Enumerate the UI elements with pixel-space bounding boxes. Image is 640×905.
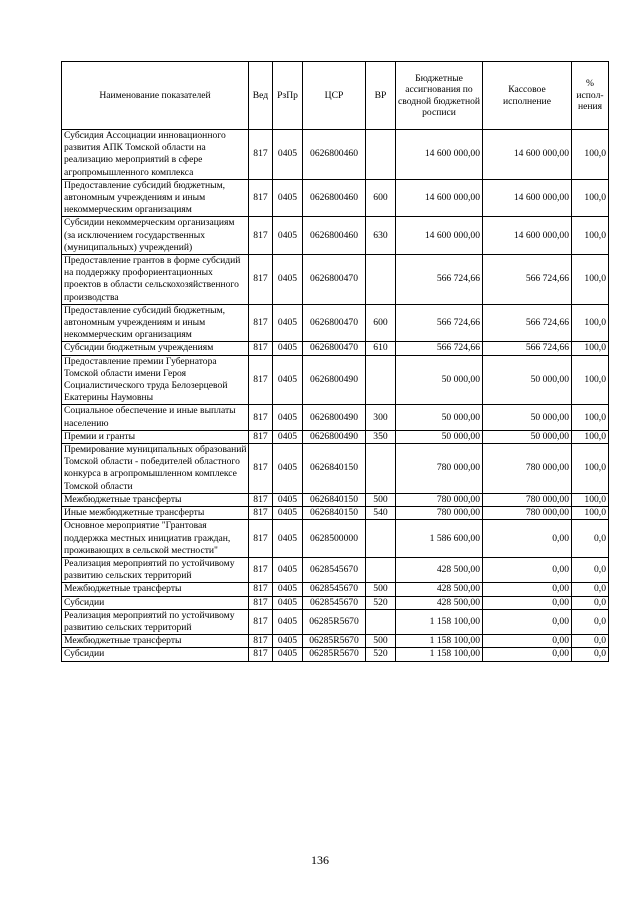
cell-budget: 50 000,00 (396, 405, 483, 430)
budget-execution-table (61, 61, 609, 662)
cell-csr: 0628500000 (303, 520, 366, 558)
cell-rzpr: 0405 (273, 596, 303, 609)
table-row (62, 355, 609, 405)
cell-rzpr: 0405 (273, 444, 303, 494)
table-row (62, 609, 609, 634)
cell-cash: 0,00 (483, 520, 572, 558)
cell-ved: 817 (249, 405, 273, 430)
cell-vr: 600 (366, 304, 396, 342)
cell-cash: 780 000,00 (483, 493, 572, 506)
cell-cash: 0,00 (483, 583, 572, 596)
cell-name: Премии и гранты (62, 430, 249, 443)
cell-budget: 1 158 100,00 (396, 635, 483, 648)
cell-cash: 780 000,00 (483, 444, 572, 494)
cell-ved: 817 (249, 583, 273, 596)
cell-ved: 817 (249, 557, 273, 582)
cell-csr: 0626840150 (303, 493, 366, 506)
cell-name: Межбюджетные трансферты (62, 493, 249, 506)
header-cash: Кассовое исполнение (483, 62, 572, 130)
cell-budget: 50 000,00 (396, 355, 483, 405)
cell-percent: 0,0 (572, 583, 609, 596)
cell-vr (366, 355, 396, 405)
cell-csr: 0626800470 (303, 342, 366, 355)
cell-budget: 1 586 600,00 (396, 520, 483, 558)
cell-rzpr: 0405 (273, 583, 303, 596)
cell-cash: 50 000,00 (483, 405, 572, 430)
table-row (62, 255, 609, 305)
cell-csr: 06285R5670 (303, 648, 366, 661)
table-row (62, 520, 609, 558)
cell-budget: 1 158 100,00 (396, 648, 483, 661)
table-row (62, 130, 609, 180)
cell-percent: 100,0 (572, 355, 609, 405)
cell-percent: 100,0 (572, 130, 609, 180)
cell-cash: 566 724,66 (483, 304, 572, 342)
cell-budget: 780 000,00 (396, 507, 483, 520)
cell-budget: 780 000,00 (396, 493, 483, 506)
cell-percent: 0,0 (572, 520, 609, 558)
table-row (62, 507, 609, 520)
header-vr: ВР (366, 62, 396, 130)
header-csr: ЦСР (303, 62, 366, 130)
table-header (62, 62, 609, 130)
cell-name: Субсидии бюджетным учреждениям (62, 342, 249, 355)
cell-budget: 566 724,66 (396, 304, 483, 342)
cell-vr: 300 (366, 405, 396, 430)
cell-cash: 780 000,00 (483, 507, 572, 520)
cell-csr: 06285R5670 (303, 635, 366, 648)
cell-vr (366, 444, 396, 494)
cell-rzpr: 0405 (273, 648, 303, 661)
cell-cash: 14 600 000,00 (483, 179, 572, 217)
cell-rzpr: 0405 (273, 493, 303, 506)
cell-rzpr: 0405 (273, 405, 303, 430)
cell-budget: 14 600 000,00 (396, 217, 483, 255)
header-row (62, 62, 609, 130)
cell-vr: 350 (366, 430, 396, 443)
cell-ved: 817 (249, 430, 273, 443)
cell-percent: 100,0 (572, 217, 609, 255)
cell-budget: 14 600 000,00 (396, 130, 483, 180)
cell-name: Субсидии (62, 648, 249, 661)
cell-vr: 610 (366, 342, 396, 355)
cell-percent: 100,0 (572, 179, 609, 217)
cell-csr: 0628545670 (303, 557, 366, 582)
cell-ved: 817 (249, 130, 273, 180)
cell-cash: 0,00 (483, 557, 572, 582)
cell-vr: 630 (366, 217, 396, 255)
cell-percent: 0,0 (572, 609, 609, 634)
cell-csr: 0626840150 (303, 507, 366, 520)
page-number: 136 (311, 853, 329, 867)
table-row (62, 217, 609, 255)
cell-ved: 817 (249, 609, 273, 634)
cell-budget: 428 500,00 (396, 557, 483, 582)
cell-name: Предоставление субсидий бюджетным, автономным учреждениям и иным некоммерческим организациям (62, 304, 249, 342)
table-row (62, 557, 609, 582)
header-budget: Бюджетные ассигнования по сводной бюджетной росписи (396, 62, 483, 130)
cell-name: Основное мероприятие "Грантовая поддержка местных инициатив граждан, проживающих в сельской местности" (62, 520, 249, 558)
cell-csr: 0628545670 (303, 596, 366, 609)
table-row (62, 444, 609, 494)
cell-percent: 100,0 (572, 405, 609, 430)
table-row (62, 342, 609, 355)
cell-rzpr: 0405 (273, 342, 303, 355)
cell-rzpr: 0405 (273, 609, 303, 634)
cell-percent: 100,0 (572, 342, 609, 355)
cell-vr (366, 557, 396, 582)
cell-ved: 817 (249, 493, 273, 506)
cell-percent: 100,0 (572, 304, 609, 342)
cell-csr: 0626800470 (303, 255, 366, 305)
header-rzpr: РзПр (273, 62, 303, 130)
cell-ved: 817 (249, 355, 273, 405)
cell-csr: 0628545670 (303, 583, 366, 596)
cell-cash: 14 600 000,00 (483, 217, 572, 255)
cell-csr: 06285R5670 (303, 609, 366, 634)
cell-rzpr: 0405 (273, 520, 303, 558)
cell-rzpr: 0405 (273, 635, 303, 648)
cell-budget: 14 600 000,00 (396, 179, 483, 217)
cell-rzpr: 0405 (273, 304, 303, 342)
cell-percent: 100,0 (572, 255, 609, 305)
header-ved: Вед (249, 62, 273, 130)
header-name: Наименование показателей (62, 62, 249, 130)
cell-rzpr: 0405 (273, 217, 303, 255)
cell-budget: 428 500,00 (396, 583, 483, 596)
cell-name: Реализация мероприятий по устойчивому развитию сельских территорий (62, 609, 249, 634)
cell-name: Субсидия Ассоциации инновационного развития АПК Томской области на реализацию мероприятий в сфере агропромышленного комплекса (62, 130, 249, 180)
cell-vr (366, 520, 396, 558)
cell-budget: 1 158 100,00 (396, 609, 483, 634)
cell-vr (366, 609, 396, 634)
cell-cash: 0,00 (483, 648, 572, 661)
cell-budget: 566 724,66 (396, 342, 483, 355)
table-row (62, 583, 609, 596)
cell-csr: 0626840150 (303, 444, 366, 494)
cell-ved: 817 (249, 304, 273, 342)
cell-percent: 100,0 (572, 430, 609, 443)
cell-percent: 0,0 (572, 648, 609, 661)
cell-name: Иные межбюджетные трансферты (62, 507, 249, 520)
cell-percent: 0,0 (572, 596, 609, 609)
cell-vr: 540 (366, 507, 396, 520)
table-row (62, 635, 609, 648)
cell-budget: 566 724,66 (396, 255, 483, 305)
cell-vr: 500 (366, 583, 396, 596)
cell-cash: 0,00 (483, 596, 572, 609)
cell-ved: 817 (249, 507, 273, 520)
cell-percent: 100,0 (572, 507, 609, 520)
cell-name: Межбюджетные трансферты (62, 635, 249, 648)
cell-ved: 817 (249, 635, 273, 648)
cell-cash: 566 724,66 (483, 255, 572, 305)
table-row (62, 405, 609, 430)
cell-percent: 100,0 (572, 444, 609, 494)
cell-csr: 0626800490 (303, 355, 366, 405)
cell-cash: 0,00 (483, 635, 572, 648)
cell-cash: 50 000,00 (483, 430, 572, 443)
cell-cash: 14 600 000,00 (483, 130, 572, 180)
cell-csr: 0626800490 (303, 430, 366, 443)
cell-name: Реализация мероприятий по устойчивому развитию сельских территорий (62, 557, 249, 582)
cell-budget: 428 500,00 (396, 596, 483, 609)
cell-ved: 817 (249, 179, 273, 217)
cell-vr: 520 (366, 648, 396, 661)
cell-rzpr: 0405 (273, 255, 303, 305)
cell-cash: 0,00 (483, 609, 572, 634)
cell-rzpr: 0405 (273, 507, 303, 520)
cell-ved: 817 (249, 596, 273, 609)
table-row (62, 430, 609, 443)
cell-name: Субсидии (62, 596, 249, 609)
cell-name: Межбюджетные трансферты (62, 583, 249, 596)
table-row (62, 596, 609, 609)
cell-vr: 600 (366, 179, 396, 217)
cell-ved: 817 (249, 255, 273, 305)
cell-vr: 500 (366, 635, 396, 648)
cell-ved: 817 (249, 444, 273, 494)
header-percent: % испол-нения (572, 62, 609, 130)
cell-name: Премирование муниципальных образований Томской области - победителей областного конкурса в агропромышленном комплексе Томской области (62, 444, 249, 494)
table-row (62, 648, 609, 661)
cell-rzpr: 0405 (273, 179, 303, 217)
table-row (62, 304, 609, 342)
cell-ved: 817 (249, 648, 273, 661)
table-body (62, 130, 609, 662)
cell-rzpr: 0405 (273, 430, 303, 443)
cell-budget: 780 000,00 (396, 444, 483, 494)
cell-vr: 500 (366, 493, 396, 506)
cell-csr: 0626800470 (303, 304, 366, 342)
cell-percent: 0,0 (572, 635, 609, 648)
cell-ved: 817 (249, 342, 273, 355)
cell-vr: 520 (366, 596, 396, 609)
cell-percent: 0,0 (572, 557, 609, 582)
cell-cash: 50 000,00 (483, 355, 572, 405)
cell-csr: 0626800460 (303, 217, 366, 255)
cell-csr: 0626800460 (303, 130, 366, 180)
cell-csr: 0626800460 (303, 179, 366, 217)
cell-rzpr: 0405 (273, 557, 303, 582)
table-row (62, 179, 609, 217)
cell-ved: 817 (249, 520, 273, 558)
cell-name: Предоставление премии Губернатора Томской области имени Героя Социалистического труда Белозерцевой Екатерины Наумовны (62, 355, 249, 405)
cell-name: Субсидии некоммерческим организациям (за исключением государственных (муниципальных) учреждений) (62, 217, 249, 255)
table-row (62, 493, 609, 506)
cell-vr (366, 130, 396, 180)
cell-csr: 0626800490 (303, 405, 366, 430)
cell-name: Предоставление субсидий бюджетным, автономным учреждениям и иным некоммерческим организациям (62, 179, 249, 217)
cell-ved: 817 (249, 217, 273, 255)
cell-name: Предоставление грантов в форме субсидий на поддержку профориентационных проектов в области сельскохозяйственного производства (62, 255, 249, 305)
cell-vr (366, 255, 396, 305)
cell-budget: 50 000,00 (396, 430, 483, 443)
cell-cash: 566 724,66 (483, 342, 572, 355)
cell-percent: 100,0 (572, 493, 609, 506)
cell-rzpr: 0405 (273, 355, 303, 405)
cell-rzpr: 0405 (273, 130, 303, 180)
cell-name: Социальное обеспечение и иные выплаты населению (62, 405, 249, 430)
